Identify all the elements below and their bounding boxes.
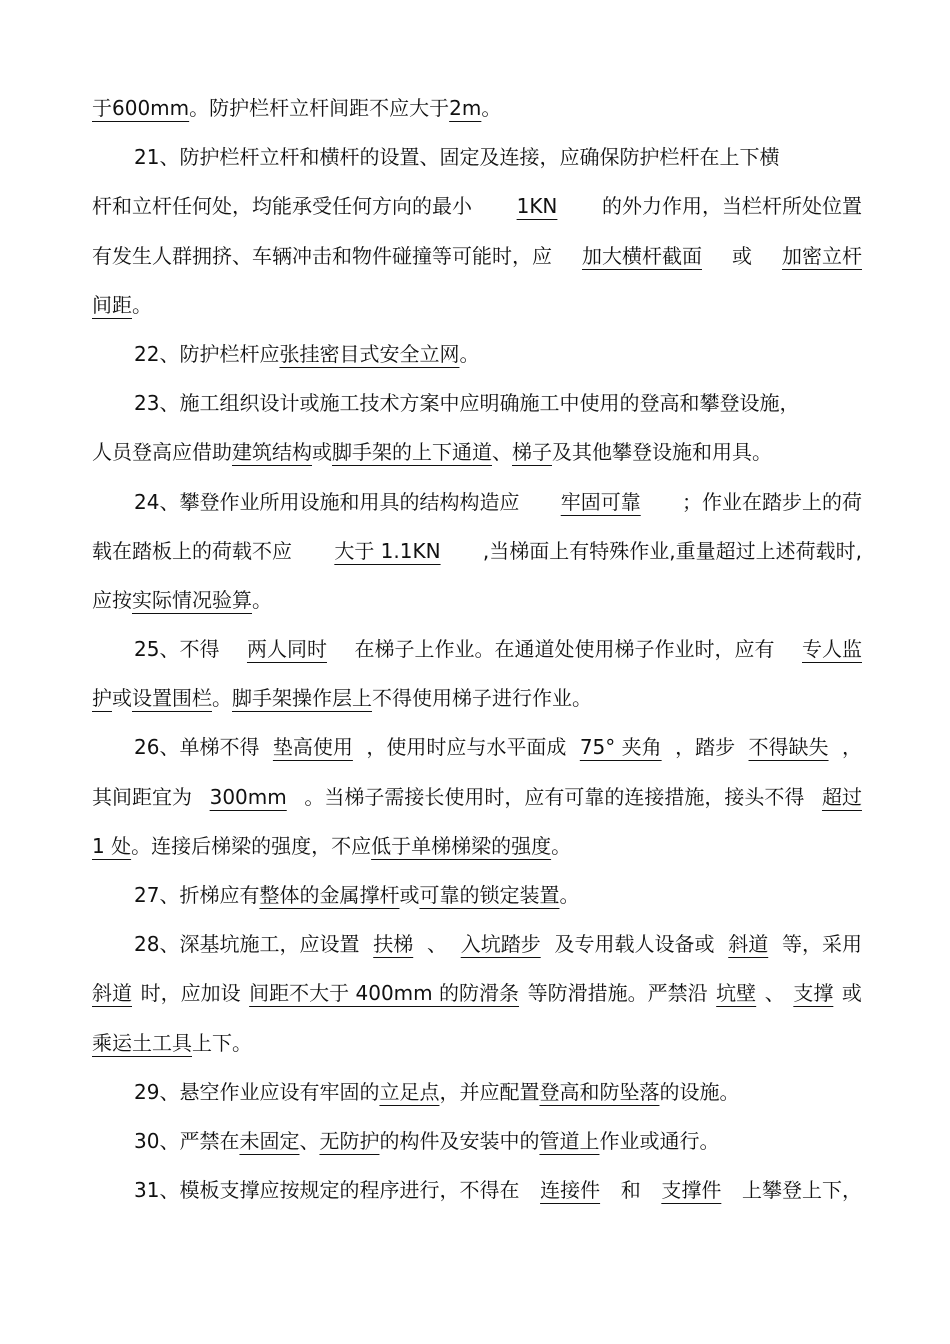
text-segment: 作业或通行。 — [599, 1128, 720, 1153]
underlined-answer: 2m — [449, 96, 482, 120]
underlined-answer: 管道上 — [539, 1128, 600, 1153]
text-segment: 上攀登上下， — [741, 1178, 862, 1203]
text-segment: 22、防护栏杆应 — [134, 341, 280, 366]
text-segment: 等，采用 — [781, 932, 862, 957]
underlined-answer: 扶梯 — [373, 932, 414, 957]
text-segment: 30、严禁在 — [134, 1128, 240, 1153]
text-line — [92, 84, 862, 133]
text-segment: 31、模板支撑应按规定的程序进行，不得在 — [134, 1178, 520, 1203]
text-segment: 23、施工组织设计或施工技术方案中应明确施工中使用的登高和攀登设施， — [134, 391, 800, 416]
text-segment: 时，应加设 — [140, 981, 241, 1006]
underlined-answer: 加密立杆 — [782, 243, 862, 268]
underlined-answer: 护 — [92, 686, 112, 711]
underlined-answer: 加大横杆截面 — [582, 243, 702, 268]
underlined-answer: 立足点 — [379, 1079, 440, 1104]
text-segment: ，踏步 — [675, 735, 736, 760]
text-segment: 及专用载人设备或 — [554, 932, 715, 957]
text-segment: 的构件及安装中的 — [379, 1128, 540, 1153]
text-segment: 有发生人群拥挤、车辆冲击和物件碰撞等可能时，应 — [92, 243, 552, 268]
text-line — [92, 1068, 862, 1117]
underlined-answer: 坑壁 — [716, 981, 757, 1006]
text-segment: 或 — [841, 981, 862, 1006]
underlined-answer: 垫高使用 — [272, 735, 353, 760]
text-segment: 。 — [252, 587, 272, 612]
text-segment: 。 — [551, 833, 572, 858]
underlined-answer: 低于单梯梯梁的强度 — [371, 833, 552, 858]
text-segment: 25、不得 — [134, 637, 220, 662]
text-segment: 。 — [559, 883, 580, 907]
underlined-answer: 于 — [92, 96, 112, 120]
text-line — [92, 723, 862, 772]
text-segment: 的设施。 — [659, 1079, 740, 1104]
underlined-answer: 专人监 — [802, 637, 862, 662]
text-segment: 、 — [492, 440, 512, 465]
text-segment: 。 — [212, 686, 232, 711]
text-segment: 载在踏板上的荷载不应 — [92, 538, 292, 563]
underlined-answer: 间距 — [92, 292, 132, 317]
text-segment: 和 — [620, 1178, 641, 1203]
underlined-answer: 斜道 — [92, 981, 132, 1006]
text-segment: 、 — [299, 1128, 320, 1153]
text-line — [92, 773, 862, 822]
text-segment: 24、攀登作业所用设施和用具的结构构造应 — [134, 489, 520, 514]
text-segment: ， — [841, 735, 862, 760]
text-segment: 人员登高应借助 — [92, 440, 232, 465]
underlined-answer: 300mm — [209, 784, 287, 809]
underlined-answer: 两人同时 — [246, 637, 327, 662]
underlined-answer: 1KN — [516, 194, 558, 219]
underlined-answer: 牢固可靠 — [560, 489, 641, 514]
text-line — [92, 1166, 862, 1215]
text-line — [92, 330, 862, 379]
text-segment: 上下。 — [192, 1030, 252, 1055]
underlined-answer: 建筑结构 — [232, 440, 312, 465]
underlined-answer: 设置围栏 — [132, 686, 212, 711]
text-segment: 。 — [132, 292, 152, 317]
underlined-answer: 梯子 — [512, 440, 552, 465]
text-segment: ；作业在踏步上的荷 — [681, 489, 862, 514]
text-segment: 。 — [459, 341, 480, 366]
text-segment: 21、防护栏杆立杆和横杆的设置、固定及连接，应确保防护栏杆在上下横 — [134, 145, 780, 170]
text-line — [92, 969, 862, 1018]
underlined-answer: 张挂密目式安全立网 — [279, 341, 460, 366]
underlined-answer: 75° 夹角 — [579, 735, 662, 760]
text-segment: 或 — [112, 686, 132, 711]
underlined-answer: 连接件 — [540, 1178, 601, 1203]
text-segment: 。当梯子需接长使用时，应有可靠的连接措施，接头不得 — [304, 784, 805, 809]
text-segment: ，并应配置 — [439, 1079, 540, 1104]
text-segment: 或 — [312, 440, 332, 465]
underlined-answer: 入坑踏步 — [460, 932, 541, 957]
text-segment: 。连接后梯梁的强度，不应 — [131, 833, 372, 858]
text-line — [92, 822, 862, 871]
text-segment: 29、悬空作业应设有牢固的 — [134, 1079, 380, 1104]
underlined-answer: 600mm — [112, 96, 190, 120]
text-segment: 在梯子上作业。在通道处使用梯子作业时，应有 — [354, 637, 775, 662]
text-line — [92, 232, 862, 281]
underlined-answer: 不得缺失 — [748, 735, 829, 760]
text-segment: 、 — [426, 932, 447, 957]
text-line — [92, 182, 862, 231]
underlined-answer: 乘运土工具 — [92, 1030, 192, 1055]
underlined-answer: 实际情况验算 — [132, 587, 252, 612]
underlined-answer: 支撑件 — [661, 1178, 722, 1203]
text-line — [92, 527, 862, 576]
underlined-answer: 整体的金属撑杆 — [259, 883, 400, 907]
text-line — [92, 1019, 862, 1068]
underlined-answer: 支撑 — [793, 981, 834, 1006]
underlined-answer: 大于 1.1KN — [334, 538, 441, 563]
underlined-answer: 可靠的锁定装置 — [419, 883, 560, 907]
text-line — [92, 428, 862, 477]
underlined-answer: 1 处 — [92, 833, 132, 858]
underlined-answer: 超过 — [821, 784, 862, 809]
text-segment: 及其他攀登设施和用具。 — [552, 440, 772, 465]
text-line — [92, 478, 862, 527]
text-segment: 。防护栏杆立杆间距不应大于 — [189, 96, 450, 120]
text-segment: 。 — [481, 96, 502, 120]
text-segment: 27、折梯应有 — [134, 883, 260, 907]
underlined-answer: 无防护 — [319, 1128, 380, 1153]
underlined-answer: 脚手架的上下通道 — [332, 440, 492, 465]
text-line — [92, 576, 862, 625]
text-segment: 28、深基坑施工，应设置 — [134, 932, 360, 957]
text-segment: 的外力作用，当栏杆所处位置 — [602, 194, 862, 219]
underlined-answer: 脚手架操作层上 — [232, 686, 372, 711]
text-line — [92, 1117, 862, 1166]
text-line — [92, 625, 862, 674]
text-line — [92, 674, 862, 723]
text-segment: 应按 — [92, 587, 132, 612]
text-segment: 不得使用梯子进行作业。 — [372, 686, 592, 711]
text-segment: ,当梯面上有特殊作业,重量超过上述荷载时, — [482, 538, 862, 563]
text-segment: 、 — [764, 981, 785, 1006]
text-segment: 杆和立杆任何处，均能承受任何方向的最小 — [92, 194, 472, 219]
document-page — [92, 84, 862, 1215]
text-segment: ，使用时应与水平面成 — [366, 735, 567, 760]
text-segment: 或 — [732, 243, 752, 268]
text-segment: 等防滑措施。严禁沿 — [527, 981, 708, 1006]
text-line — [92, 281, 862, 330]
text-line — [92, 379, 862, 428]
underlined-answer: 间距不大于 400mm 的防滑条 — [249, 981, 520, 1006]
underlined-answer: 未固定 — [239, 1128, 300, 1153]
text-line — [92, 871, 862, 920]
underlined-answer: 斜道 — [728, 932, 769, 957]
text-line — [92, 920, 862, 969]
text-line — [92, 133, 862, 182]
text-segment: 其间距宜为 — [92, 784, 192, 809]
text-segment: 或 — [399, 883, 420, 907]
underlined-answer: 登高和防坠落 — [539, 1079, 660, 1104]
text-segment: 26、单梯不得 — [134, 735, 260, 760]
